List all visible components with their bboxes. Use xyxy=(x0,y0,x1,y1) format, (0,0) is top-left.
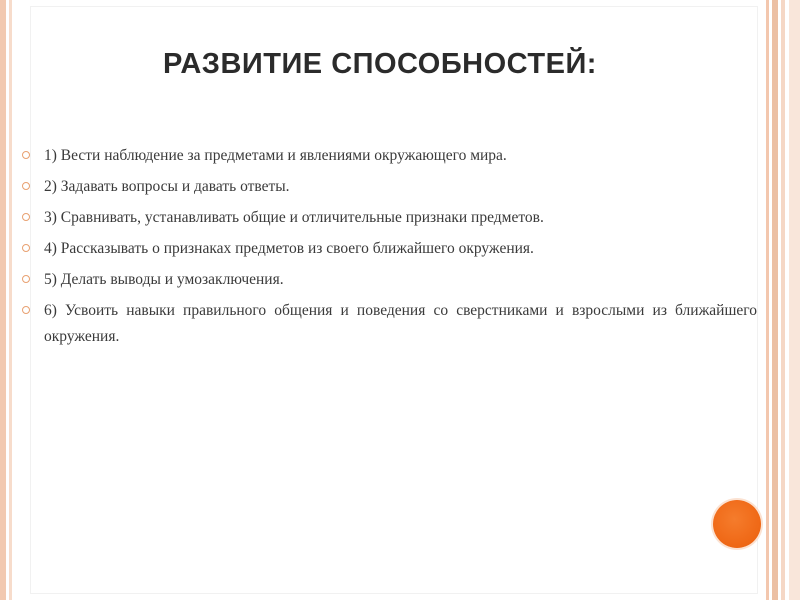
list-item xyxy=(22,267,757,293)
list-item-text: 4) Рассказывать о признаках предметов из своего ближайшего окружения. xyxy=(44,240,534,257)
right-border-stripe xyxy=(781,0,785,600)
left-border-stripe-inner xyxy=(9,0,12,600)
list-item xyxy=(22,236,757,262)
list-item xyxy=(22,174,757,200)
list-item-text: 6) Усвоить навыки правильного общения и поведения со сверстниками и взрослыми из ближайшего окружения. xyxy=(44,302,757,345)
right-border-stripe xyxy=(772,0,778,600)
right-border-stripe xyxy=(789,0,800,600)
bullet-circle-icon xyxy=(22,151,30,159)
list-item-text: 3) Сравнивать, устанавливать общие и отличительные признаки предметов. xyxy=(44,209,544,226)
left-border-stripe xyxy=(0,0,6,600)
bullet-circle-icon xyxy=(22,244,30,252)
list-item xyxy=(22,298,757,350)
list-item xyxy=(22,143,757,169)
list-item-text: 5) Делать выводы и умозаключения. xyxy=(44,271,284,288)
list-item-text: 2) Задавать вопросы и давать ответы. xyxy=(44,178,290,195)
bullet-circle-icon xyxy=(22,306,30,314)
bullet-circle-icon xyxy=(22,182,30,190)
bullet-circle-icon xyxy=(22,213,30,221)
bullet-circle-icon xyxy=(22,275,30,283)
list-item-text: 1) Вести наблюдение за предметами и явлениями окружающего мира. xyxy=(44,147,507,164)
abilities-list xyxy=(22,143,757,355)
right-border-stripe xyxy=(766,0,769,600)
list-item xyxy=(22,205,757,231)
orange-circle-decoration xyxy=(713,500,761,548)
slide-title: РАЗВИТИЕ СПОСОБНОСТЕЙ: xyxy=(163,48,597,80)
